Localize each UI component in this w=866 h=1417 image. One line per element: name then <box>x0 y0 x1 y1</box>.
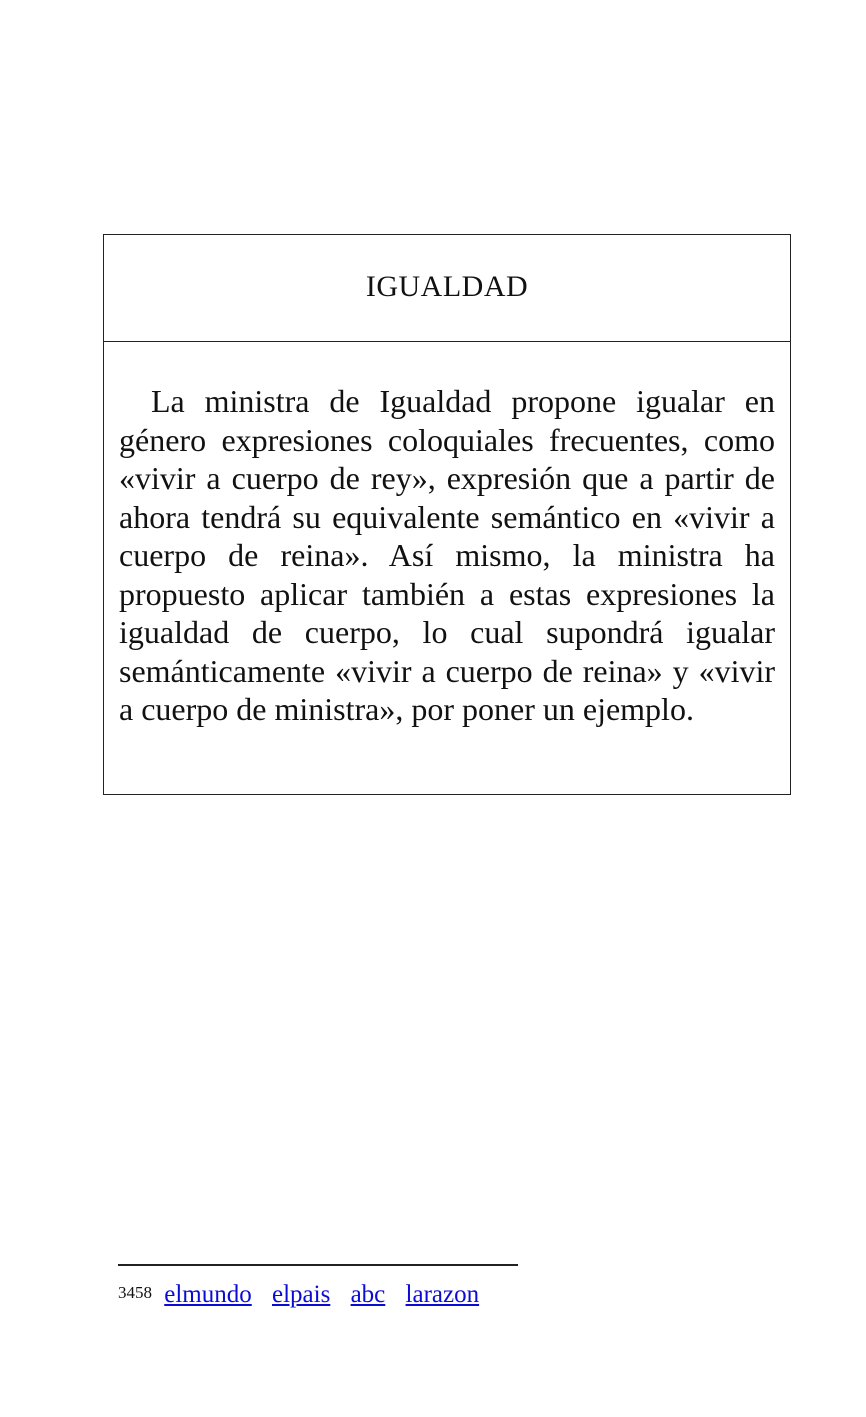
footnote-divider <box>118 1264 518 1266</box>
footnote-link-elpais[interactable]: elpais <box>272 1281 331 1308</box>
box-title: IGUALDAD <box>365 270 529 303</box>
content-box <box>103 234 791 795</box>
body-paragraph: La ministra de Igualdad propone igualar en género expresiones coloquiales frecuentes, como «vivir a cuerpo de rey», expresión que a partir de ahora tendrá su equivalente semántico en «vivir a cuerpo de reina». Así mismo, la ministra ha propuesto aplicar también a estas expresiones la igualdad de cuerpo, lo cual supondrá igualar semánticamente «vivir a cuerpo de reina» y «vivir a cuerpo de ministra», por poner un ejemplo. <box>119 383 775 727</box>
box-body <box>104 342 790 729</box>
footnote-link-elmundo[interactable]: elmundo <box>164 1281 252 1308</box>
footnote-link-abc[interactable]: abc <box>350 1281 386 1308</box>
footnote <box>118 1280 493 1310</box>
footnote-link-larazon[interactable]: larazon <box>405 1281 480 1308</box>
footnote-number: 3458 <box>118 1283 152 1302</box>
box-header <box>104 235 790 342</box>
